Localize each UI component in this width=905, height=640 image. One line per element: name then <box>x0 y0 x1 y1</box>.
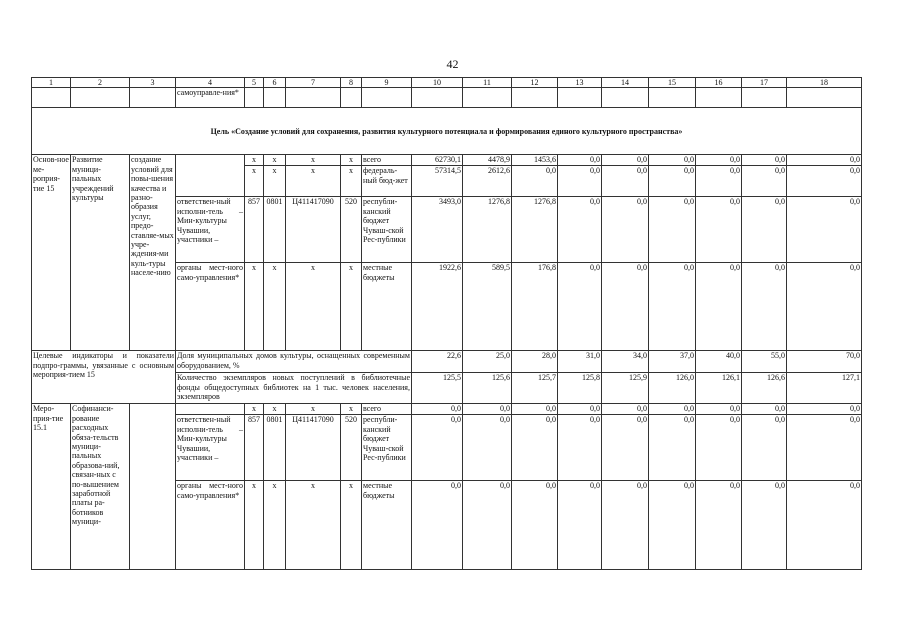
value-cell: 0,0 <box>742 481 787 570</box>
grbs-cell: 857 <box>245 197 264 263</box>
expense-type-cell: x <box>341 481 362 570</box>
value-cell: 0,0 <box>412 415 463 481</box>
value-cell: 0,0 <box>602 197 649 263</box>
value-cell: 0,0 <box>649 415 696 481</box>
value-cell: 3493,0 <box>412 197 463 263</box>
source-cell: всего <box>362 404 412 415</box>
value-cell: 0,0 <box>558 404 602 415</box>
value-cell: 0,0 <box>602 155 649 166</box>
value-cell: 0,0 <box>463 415 512 481</box>
value-cell: 0,0 <box>787 415 862 481</box>
header-cell: 14 <box>602 78 649 88</box>
value-cell: 0,0 <box>558 166 602 197</box>
responsible-cell <box>176 155 245 197</box>
section-cell: 0801 <box>264 415 286 481</box>
section-cell: x <box>264 155 286 166</box>
header-cell: 1 <box>32 78 71 88</box>
value-cell: 0,0 <box>787 481 862 570</box>
value-cell: 0,0 <box>787 155 862 166</box>
responsible-cell: ответствен-ный исполни-тель – Мин-культуры Чувашии, участники – <box>176 197 245 263</box>
indicator-value: 37,0 <box>649 351 696 373</box>
header-cell: 13 <box>558 78 602 88</box>
header-cell: 10 <box>412 78 463 88</box>
grbs-cell: x <box>245 166 264 197</box>
indicator-value: 126,0 <box>649 373 696 404</box>
header-cell: 7 <box>286 78 341 88</box>
value-cell: 0,0 <box>412 404 463 415</box>
target-article-cell: x <box>286 404 341 415</box>
section-cell: x <box>264 166 286 197</box>
value-cell: 62730,1 <box>412 155 463 166</box>
value-cell: 1276,8 <box>512 197 558 263</box>
section-cell: x <box>264 404 286 415</box>
value-cell: 176,8 <box>512 263 558 351</box>
source-cell: всего <box>362 155 412 166</box>
value-cell: 0,0 <box>787 263 862 351</box>
value-cell: 0,0 <box>602 415 649 481</box>
indicator-value: 126,1 <box>696 373 742 404</box>
header-cell: 5 <box>245 78 264 88</box>
header-cell: 3 <box>130 78 176 88</box>
value-cell: 0,0 <box>696 155 742 166</box>
header-cell: 15 <box>649 78 696 88</box>
carryover-cell: самоуправле-ния* <box>176 88 245 108</box>
grbs-cell: 857 <box>245 415 264 481</box>
expense-type-cell: x <box>341 166 362 197</box>
responsible-cell: органы мест-ного само-управления* <box>176 263 245 351</box>
target-article-cell: x <box>286 155 341 166</box>
value-cell: 589,5 <box>463 263 512 351</box>
value-cell: 0,0 <box>463 404 512 415</box>
grbs-cell: x <box>245 263 264 351</box>
event-name: Софинанси-рование расходных обяза-тельств муници-пальных образова-ний, связан-ных с по-вышением заработной платы ра-ботников муници- <box>71 404 130 570</box>
indicator-value: 25,0 <box>463 351 512 373</box>
grbs-cell: x <box>245 481 264 570</box>
expense-type-cell: x <box>341 155 362 166</box>
indicator-value: 126,6 <box>742 373 787 404</box>
indicator-value: 125,6 <box>463 373 512 404</box>
value-cell: 1453,6 <box>512 155 558 166</box>
header-row <box>32 78 862 88</box>
value-cell: 0,0 <box>742 263 787 351</box>
indicator-text: Доля муниципальных домов культуры, оснащенных современным оборудованием, % <box>176 351 412 373</box>
value-cell: 0,0 <box>512 166 558 197</box>
value-cell: 0,0 <box>649 263 696 351</box>
source-cell: федераль-ный бюд-жет <box>362 166 412 197</box>
indicator-text: Количество экземпляров новых поступлений в библиотечные фонды общедоступных библиотек на 1 тыс. человек населения, экземпляров <box>176 373 412 404</box>
value-cell: 0,0 <box>787 404 862 415</box>
indicator-value: 70,0 <box>787 351 862 373</box>
event-code: Основ-ное ме-роприя-тие 15 <box>32 155 71 351</box>
value-cell: 0,0 <box>696 404 742 415</box>
header-cell: 4 <box>176 78 245 88</box>
expense-type-cell: 520 <box>341 197 362 263</box>
source-cell: местные бюджеты <box>362 263 412 351</box>
indicator-value: 55,0 <box>742 351 787 373</box>
value-cell: 0,0 <box>602 263 649 351</box>
value-cell: 57314,5 <box>412 166 463 197</box>
event-code: Меро-прия-тие 15.1 <box>32 404 71 570</box>
target-article-cell: x <box>286 166 341 197</box>
source-cell: республи-канский бюджет Чуваш-ской Рес-публики <box>362 415 412 481</box>
table-row <box>32 155 862 166</box>
expense-type-cell: x <box>341 404 362 415</box>
value-cell: 0,0 <box>463 481 512 570</box>
value-cell: 0,0 <box>649 155 696 166</box>
goal-title: Цель «Создание условий для сохранения, развития культурного потенциала и формирования единого культурного пространства» <box>32 108 862 155</box>
indicator-value: 31,0 <box>558 351 602 373</box>
target-article-cell: Ц411417090 <box>286 197 341 263</box>
value-cell: 0,0 <box>558 415 602 481</box>
expense-type-cell: 520 <box>341 415 362 481</box>
header-cell: 6 <box>264 78 286 88</box>
value-cell: 0,0 <box>558 155 602 166</box>
value-cell: 0,0 <box>558 197 602 263</box>
value-cell: 4478,9 <box>463 155 512 166</box>
header-cell: 8 <box>341 78 362 88</box>
carryover-row <box>32 88 862 108</box>
value-cell: 0,0 <box>696 415 742 481</box>
grbs-cell: x <box>245 404 264 415</box>
page-number: 42 <box>446 57 459 71</box>
value-cell: 0,0 <box>742 197 787 263</box>
value-cell: 0,0 <box>696 481 742 570</box>
value-cell: 0,0 <box>512 415 558 481</box>
indicator-value: 22,6 <box>412 351 463 373</box>
value-cell: 0,0 <box>696 197 742 263</box>
target-article-cell: x <box>286 263 341 351</box>
responsible-cell <box>176 404 245 415</box>
header-cell: 2 <box>71 78 130 88</box>
indicator-value: 125,5 <box>412 373 463 404</box>
responsible-cell: ответствен-ный исполни-тель – Мин-культуры Чувашии, участники – <box>176 415 245 481</box>
target-article-cell: Ц411417090 <box>286 415 341 481</box>
value-cell: 2612,6 <box>463 166 512 197</box>
header-cell: 16 <box>696 78 742 88</box>
section-cell: 0801 <box>264 197 286 263</box>
indicator-value: 40,0 <box>696 351 742 373</box>
value-cell: 0,0 <box>649 197 696 263</box>
event-description <box>130 404 176 570</box>
indicator-value: 28,0 <box>512 351 558 373</box>
value-cell: 0,0 <box>649 481 696 570</box>
source-cell: республи-канский бюджет Чуваш-ской Рес-публики <box>362 197 412 263</box>
value-cell: 0,0 <box>742 155 787 166</box>
value-cell: 0,0 <box>649 166 696 197</box>
goal-row <box>32 108 862 155</box>
expense-type-cell: x <box>341 263 362 351</box>
value-cell: 0,0 <box>696 166 742 197</box>
value-cell: 0,0 <box>742 166 787 197</box>
value-cell: 1922,6 <box>412 263 463 351</box>
grbs-cell: x <box>245 155 264 166</box>
value-cell: 0,0 <box>742 415 787 481</box>
event-name: Развитие муници-пальных учреждений культуры <box>71 155 130 351</box>
header-cell: 9 <box>362 78 412 88</box>
target-article-cell: x <box>286 481 341 570</box>
value-cell: 0,0 <box>649 404 696 415</box>
source-cell: местные бюджеты <box>362 481 412 570</box>
indicators-label: Целевые индикаторы и показатели подпро-граммы, увязанные с основным мероприя-тием 15 <box>32 351 176 404</box>
event-description: создание условий для повы-шения качества и разно-образия услуг, предо-ставляе-мых учре-ждения-ми куль-туры населе-нию <box>130 155 176 351</box>
value-cell: 0,0 <box>696 263 742 351</box>
indicator-row <box>32 351 862 373</box>
indicator-value: 125,9 <box>602 373 649 404</box>
value-cell: 0,0 <box>742 404 787 415</box>
table-row <box>32 404 862 415</box>
value-cell: 0,0 <box>412 481 463 570</box>
header-cell: 17 <box>742 78 787 88</box>
value-cell: 1276,8 <box>463 197 512 263</box>
header-cell: 18 <box>787 78 862 88</box>
responsible-cell: органы мест-ного само-управления* <box>176 481 245 570</box>
header-cell: 12 <box>512 78 558 88</box>
value-cell: 0,0 <box>558 481 602 570</box>
value-cell: 0,0 <box>602 404 649 415</box>
program-table <box>31 77 862 570</box>
value-cell: 0,0 <box>512 404 558 415</box>
section-cell: x <box>264 481 286 570</box>
section-cell: x <box>264 263 286 351</box>
value-cell: 0,0 <box>558 263 602 351</box>
value-cell: 0,0 <box>787 166 862 197</box>
value-cell: 0,0 <box>512 481 558 570</box>
value-cell: 0,0 <box>602 166 649 197</box>
header-cell: 11 <box>463 78 512 88</box>
indicator-value: 127,1 <box>787 373 862 404</box>
indicator-value: 125,7 <box>512 373 558 404</box>
indicator-value: 34,0 <box>602 351 649 373</box>
value-cell: 0,0 <box>787 197 862 263</box>
value-cell: 0,0 <box>602 481 649 570</box>
indicator-value: 125,8 <box>558 373 602 404</box>
